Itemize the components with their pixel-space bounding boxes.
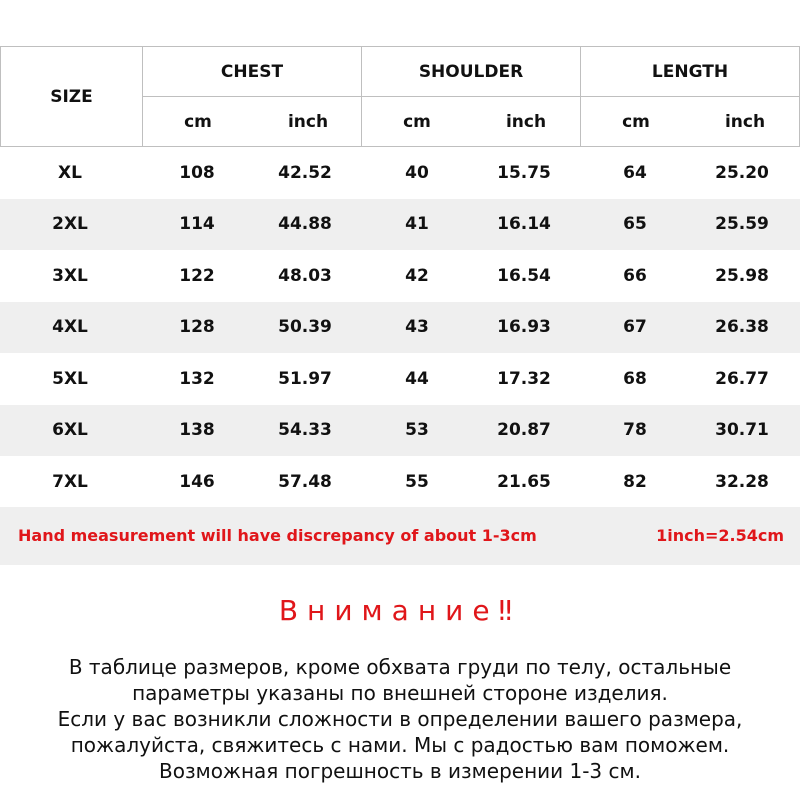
chest-header-cell [142, 46, 362, 97]
size-cell: 5XL [52, 368, 88, 389]
length-cm-cell: 68 [623, 368, 647, 389]
chest-cm-cell: 138 [179, 420, 215, 441]
size-cell: 4XL [52, 317, 88, 338]
warning-line: параметры указаны по внешней стороне изделия. [132, 681, 668, 705]
shoulder-cm-cell: 55 [405, 471, 429, 492]
table-row [0, 302, 800, 354]
chest-cm-cell: 108 [179, 162, 215, 183]
length-header-cell [580, 46, 800, 97]
shoulder-inch-cell: 21.65 [497, 471, 551, 492]
chest-inch-label: inch [287, 112, 329, 132]
size-cell: 3XL [52, 265, 88, 286]
shoulder-header-label: SHOULDER [418, 62, 524, 82]
length-inch-label: inch [724, 112, 766, 132]
chest-inch-cell: 42.52 [278, 162, 332, 183]
chest-cm-cell: 128 [179, 317, 215, 338]
chest-inch-cell: 44.88 [278, 214, 332, 235]
length-cm-cell: 67 [623, 317, 647, 338]
length-inch-cell: 32.28 [715, 471, 769, 492]
length-inch-cell: 30.71 [715, 420, 769, 441]
shoulder-inch-cell: 17.32 [497, 368, 551, 389]
warning-line: пожалуйста, свяжитесь с нами. Мы с радостью вам поможем. [70, 733, 730, 757]
table-body [0, 147, 800, 508]
warning-title: Внимание‼ [278, 594, 522, 627]
shoulder-cm-cell: 53 [405, 420, 429, 441]
size-header-label: SIZE [50, 87, 93, 107]
warning-text [0, 654, 800, 784]
table-row [0, 147, 800, 199]
table-header [0, 46, 800, 147]
length-cm-cell: 65 [623, 214, 647, 235]
shoulder-inch-label: inch [505, 112, 547, 132]
shoulder-header-cell [361, 46, 581, 97]
shoulder-inch-cell: 15.75 [497, 162, 551, 183]
chest-inch-cell: 54.33 [278, 420, 332, 441]
shoulder-cm-cell: 42 [405, 265, 429, 286]
table-row [0, 405, 800, 457]
table-row [0, 456, 800, 508]
warning-line: Возможная погрешность в измерении 1-3 см. [159, 759, 641, 783]
shoulder-cm-cell: 41 [405, 214, 429, 235]
table-row [0, 353, 800, 405]
conversion-note: 1inch=2.54cm [656, 526, 784, 545]
size-cell: 2XL [52, 214, 88, 235]
chest-cm-cell: 132 [179, 368, 215, 389]
warning-line: В таблице размеров, кроме обхвата груди по телу, остальные [68, 655, 732, 679]
length-inch-cell: 25.59 [715, 214, 769, 235]
chest-header-label: CHEST [220, 62, 284, 82]
shoulder-cm-cell: 44 [405, 368, 429, 389]
size-header-cell [0, 46, 143, 147]
length-inch-cell: 25.20 [715, 162, 769, 183]
length-cm-label: cm [622, 112, 650, 132]
length-cm-cell: 82 [623, 471, 647, 492]
size-cell: XL [58, 162, 82, 183]
chest-inch-cell: 51.97 [278, 368, 332, 389]
length-header-label: LENGTH [651, 62, 729, 82]
chest-inch-cell: 50.39 [278, 317, 332, 338]
shoulder-inch-cell: 16.54 [497, 265, 551, 286]
length-inch-cell: 25.98 [715, 265, 769, 286]
length-inch-cell: 26.38 [715, 317, 769, 338]
chest-cm-label: cm [184, 112, 212, 132]
size-cell: 6XL [52, 420, 88, 441]
shoulder-inch-cell: 16.93 [497, 317, 551, 338]
chest-cm-cell: 122 [179, 265, 215, 286]
shoulder-cm-label: cm [403, 112, 431, 132]
chest-subheader-cell [142, 96, 362, 147]
length-cm-cell: 66 [623, 265, 647, 286]
shoulder-inch-cell: 20.87 [497, 420, 551, 441]
table-row [0, 250, 800, 302]
shoulder-subheader-cell [361, 96, 581, 147]
size-cell: 7XL [52, 471, 88, 492]
shoulder-inch-cell: 16.14 [497, 214, 551, 235]
measurement-note-row [0, 507, 800, 565]
chest-inch-cell: 48.03 [278, 265, 332, 286]
chest-inch-cell: 57.48 [278, 471, 332, 492]
length-cm-cell: 78 [623, 420, 647, 441]
length-inch-cell: 26.77 [715, 368, 769, 389]
length-subheader-cell [580, 96, 800, 147]
shoulder-cm-cell: 43 [405, 317, 429, 338]
discrepancy-note: Hand measurement will have discrepancy of about 1-3cm [18, 526, 537, 545]
table-row [0, 199, 800, 251]
chest-cm-cell: 114 [179, 214, 215, 235]
warning-line: Если у вас возникли сложности в определении вашего размера, [57, 707, 743, 731]
chest-cm-cell: 146 [179, 471, 215, 492]
length-cm-cell: 64 [623, 162, 647, 183]
shoulder-cm-cell: 40 [405, 162, 429, 183]
